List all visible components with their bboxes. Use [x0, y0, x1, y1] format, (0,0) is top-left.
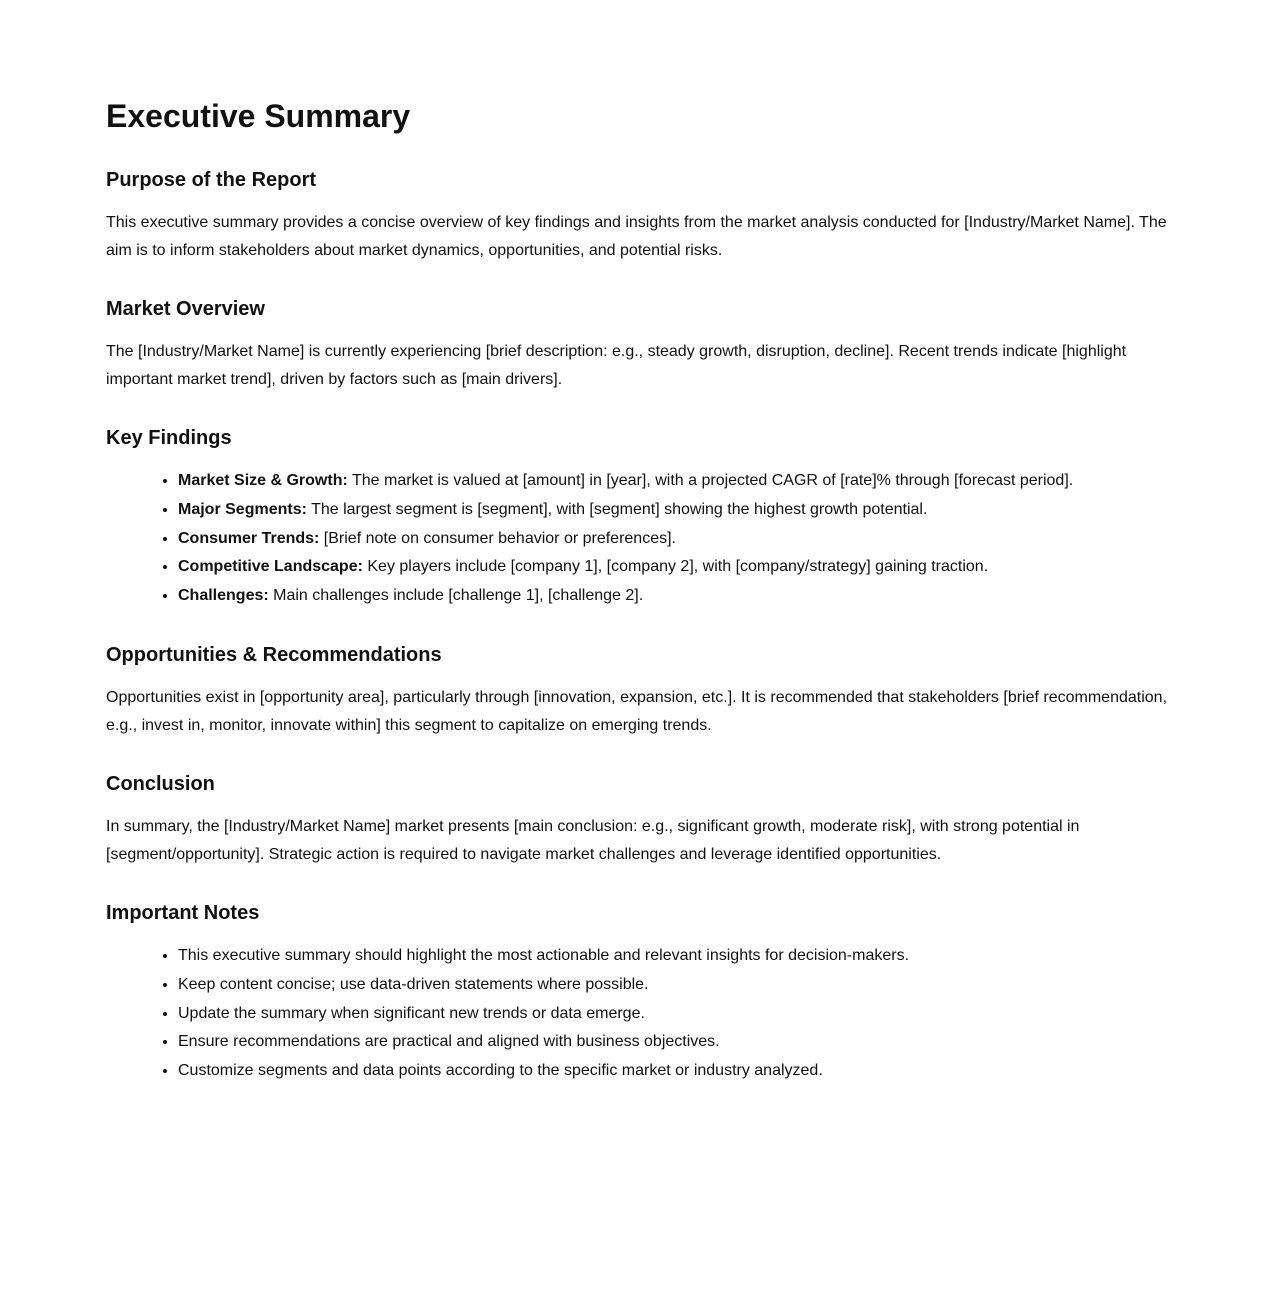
section-heading-opportunities-recommendations: Opportunities & Recommendations [106, 643, 442, 666]
section-heading-purpose-of-the-report: Purpose of the Report [106, 169, 317, 191]
list-item [178, 971, 1172, 1000]
list-item-bold-label: Major Segments: [178, 500, 307, 518]
market-overview-paragraph: The [Industry/Market Name] is currently experiencing [brief description: e.g., steady growth, disruption, decline]. Recent trends indicate [highlight important market trend], driven by factors such as [main drivers]. [106, 343, 1127, 388]
section-heading-market-overview: Market Overview [106, 298, 265, 320]
list-item [178, 525, 1172, 554]
list-item-text: Key players include [company 1], [company 2], with [company/strategy] gaining traction. [362, 558, 989, 576]
list-item [178, 942, 1172, 971]
document [106, 0, 1172, 1222]
list-item-bold-label: Consumer Trends: [178, 529, 320, 547]
list-item [178, 1057, 1172, 1086]
list-item-text: Keep content concise; use data-driven statements where possible. [178, 975, 649, 993]
purpose-paragraph: This executive summary provides a concise overview of key findings and insights from the market analysis conducted for [Industry/Market Name]. The aim is to inform stakeholders about market dynamics, opportunities, and potential risks. [106, 214, 1167, 259]
section-heading-conclusion: Conclusion [106, 772, 215, 795]
list-item-bold-label: Market Size & Growth: [178, 472, 348, 489]
conclusion-paragraph: In summary, the [Industry/Market Name] market presents [main conclusion: e.g., significant growth, moderate risk], with strong potential in [segment/opportunity]. Strategic action is required to navigate market challenges and leverage identified opportunities. [106, 817, 1080, 863]
list-item [178, 1000, 1172, 1029]
list-item-text: [Brief note on consumer behavior or preferences]. [319, 529, 676, 547]
section-heading-important-notes: Important Notes [106, 901, 260, 924]
list-item [178, 467, 1172, 496]
list-item [178, 553, 1172, 582]
list-item [178, 582, 1172, 611]
important-notes-list [106, 942, 1172, 1086]
list-item-text: The largest segment is [segment], with [segment] showing the highest growth potential. [306, 500, 928, 518]
list-item [178, 496, 1172, 525]
list-item [178, 1028, 1172, 1057]
section-heading-key-findings: Key Findings [106, 427, 232, 449]
list-item-text: Customize segments and data points according to the specific market or industry analyzed. [178, 1062, 823, 1080]
list-item-text: The market is valued at [amount] in [year], with a projected CAGR of [rate]% through [forecast period]. [347, 472, 1074, 489]
document-title: Executive Summary [106, 98, 411, 134]
list-item-text: Update the summary when significant new trends or data emerge. [178, 1004, 645, 1022]
list-item-text: This executive summary should highlight the most actionable and relevant insights for decision-makers. [178, 946, 910, 964]
list-item-bold-label: Competitive Landscape: [178, 558, 363, 576]
list-item-text: Ensure recommendations are practical and aligned with business objectives. [178, 1033, 720, 1051]
list-item-text: Main challenges include [challenge 1], [challenge 2]. [268, 587, 644, 605]
list-item-bold-label: Challenges: [178, 587, 269, 605]
key-findings-list [106, 467, 1172, 611]
opportunities-paragraph: Opportunities exist in [opportunity area], particularly through [innovation, expansion, etc.]. It is recommended that stakeholders [brief recommendation, e.g., invest in, monitor, innovate within] this segment to capitalize on emerging trends. [106, 688, 1168, 734]
